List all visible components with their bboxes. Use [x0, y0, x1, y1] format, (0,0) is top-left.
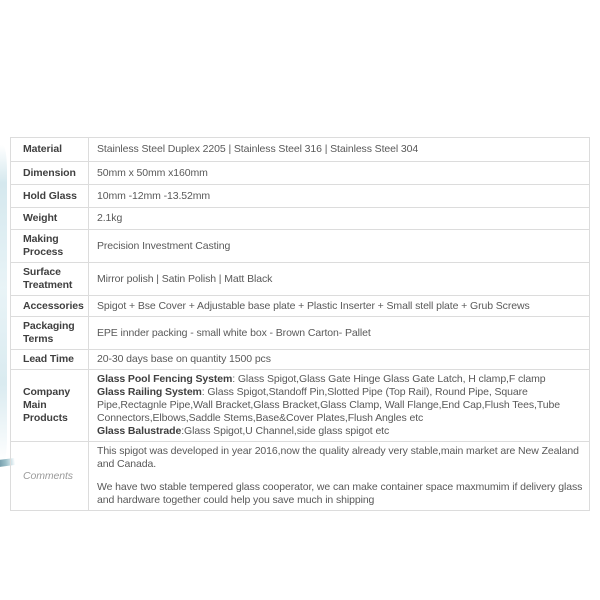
row-label: Weight	[11, 208, 89, 230]
row-value: Mirror polish | Satin Polish | Matt Black	[89, 263, 590, 296]
comment-paragraph: We have two stable tempered glass cooperator, we can make container space maxmumim if delivery glass and hardware together could help you save much in shipping	[97, 481, 583, 506]
row-lead-time	[11, 350, 590, 370]
row-label: Material	[11, 138, 89, 162]
product-line	[97, 386, 583, 425]
product-items: : Glass Spigot,Glass Gate Hinge Glass Gate Latch, H clamp,F clamp	[232, 373, 546, 385]
row-value: 20-30 days base on quantity 1500 pcs	[89, 350, 590, 370]
row-dimension	[11, 162, 590, 185]
row-company-main-products	[11, 370, 590, 442]
row-value: Precision Investment Casting	[89, 230, 590, 263]
row-surface-treatment	[11, 263, 590, 296]
row-label: Hold Glass	[11, 185, 89, 208]
product-items: : Glass Spigot,Standoff Pin,Slotted Pipe (Top Rail), Round Pipe, Square Pipe,Rectagnle Pipe,Wall Bracket,Glass Bracket,Glass Clamp, Wall Flange,End Cap,Flush Tees,Tube Connectors,Elbows,Saddle Stems,Base&Cover Plates,Flush Angles etc	[97, 386, 561, 424]
row-value: Spigot + Bse Cover + Adjustable base plate + Plastic Inserter + Small stell plate + Grub Screws	[89, 296, 590, 317]
row-label: Lead Time	[11, 350, 89, 370]
background-image-edge-decoration	[0, 145, 7, 463]
row-comments	[11, 442, 590, 511]
product-line	[97, 425, 583, 438]
product-line	[97, 373, 583, 386]
row-value: 50mm x 50mm x160mm	[89, 162, 590, 185]
row-label: Comments	[11, 442, 89, 511]
row-making-process	[11, 230, 590, 263]
row-value: 10mm -12mm -13.52mm	[89, 185, 590, 208]
row-packaging-terms	[11, 317, 590, 350]
row-accessories	[11, 296, 590, 317]
row-value	[89, 442, 590, 511]
comment-paragraph: This spigot was developed in year 2016,now the quality already very stable,main market are New Zealand and Canada.	[97, 445, 579, 470]
row-hold-glass	[11, 185, 590, 208]
row-weight	[11, 208, 590, 230]
row-label: Accessories	[11, 296, 89, 317]
row-material	[11, 138, 590, 162]
row-label: Surface Treatment	[11, 263, 89, 296]
row-label: Making Process	[11, 230, 89, 263]
row-label: Dimension	[11, 162, 89, 185]
row-value: EPE innder packing - small white box - Brown Carton- Pallet	[89, 317, 590, 350]
row-value: Stainless Steel Duplex 2205 | Stainless Steel 316 | Stainless Steel 304	[89, 138, 590, 162]
product-category: Glass Pool Fencing System	[97, 373, 233, 385]
product-category: Glass Railing System	[97, 386, 202, 398]
row-value	[89, 370, 590, 442]
row-label: Packaging Terms	[11, 317, 89, 350]
row-label: Company Main Products	[11, 370, 89, 442]
product-category: Glass Balustrade	[97, 425, 182, 437]
product-spec-table	[10, 137, 590, 511]
row-value: 2.1kg	[89, 208, 590, 230]
product-items: :Glass Spigot,U Channel,side glass spigot etc	[181, 425, 390, 437]
